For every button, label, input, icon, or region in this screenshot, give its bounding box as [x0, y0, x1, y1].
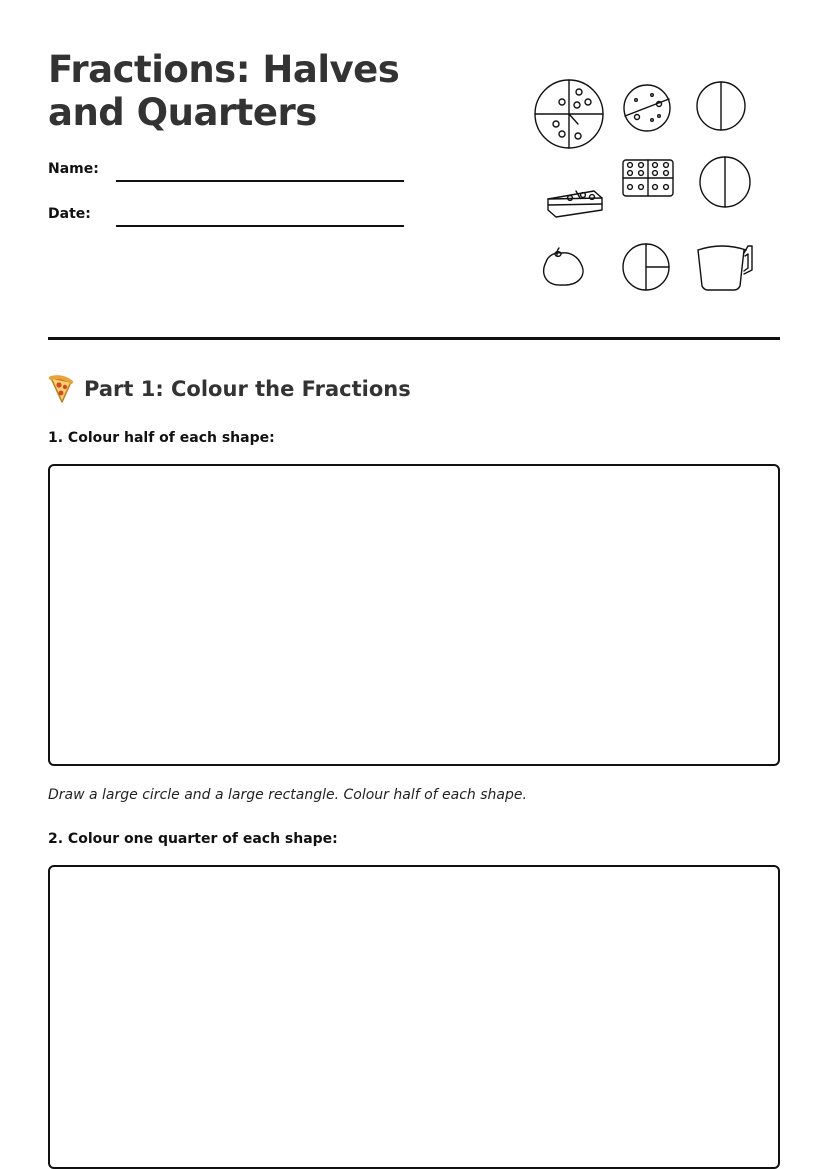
question-2-answer-box[interactable] [48, 865, 780, 1169]
name-field[interactable] [116, 180, 404, 182]
question-1-instruction: Draw a large circle and a large rectangle. Colour half of each shape. [48, 787, 527, 803]
fraction-illustrations [526, 72, 766, 302]
cake-slice-icon [548, 191, 602, 217]
question-1-label: 1. Colour half of each shape: [48, 430, 275, 446]
pizza-halves-icon [624, 85, 670, 131]
name-label: Name: [48, 161, 99, 177]
section-title: Part 1: Colour the Fractions [84, 377, 411, 401]
chocolate-bar-icon [623, 160, 673, 196]
date-label: Date: [48, 206, 91, 222]
circle-quarters-icon [623, 244, 669, 290]
date-field[interactable] [116, 225, 404, 227]
question-1-answer-box[interactable] [48, 464, 780, 766]
section-divider [48, 337, 780, 340]
question-2-label: 2. Colour one quarter of each shape: [48, 831, 338, 847]
pizza-slice-icon [48, 374, 74, 404]
page-title: Fractions: Halves and Quarters [48, 48, 400, 134]
circle-halves-icon [700, 157, 750, 207]
part1-heading [48, 372, 411, 406]
apple-icon [544, 248, 583, 285]
pizza-quarters-icon [535, 80, 603, 148]
measuring-jug-icon [698, 246, 752, 290]
circle-halves-icon [697, 82, 745, 130]
